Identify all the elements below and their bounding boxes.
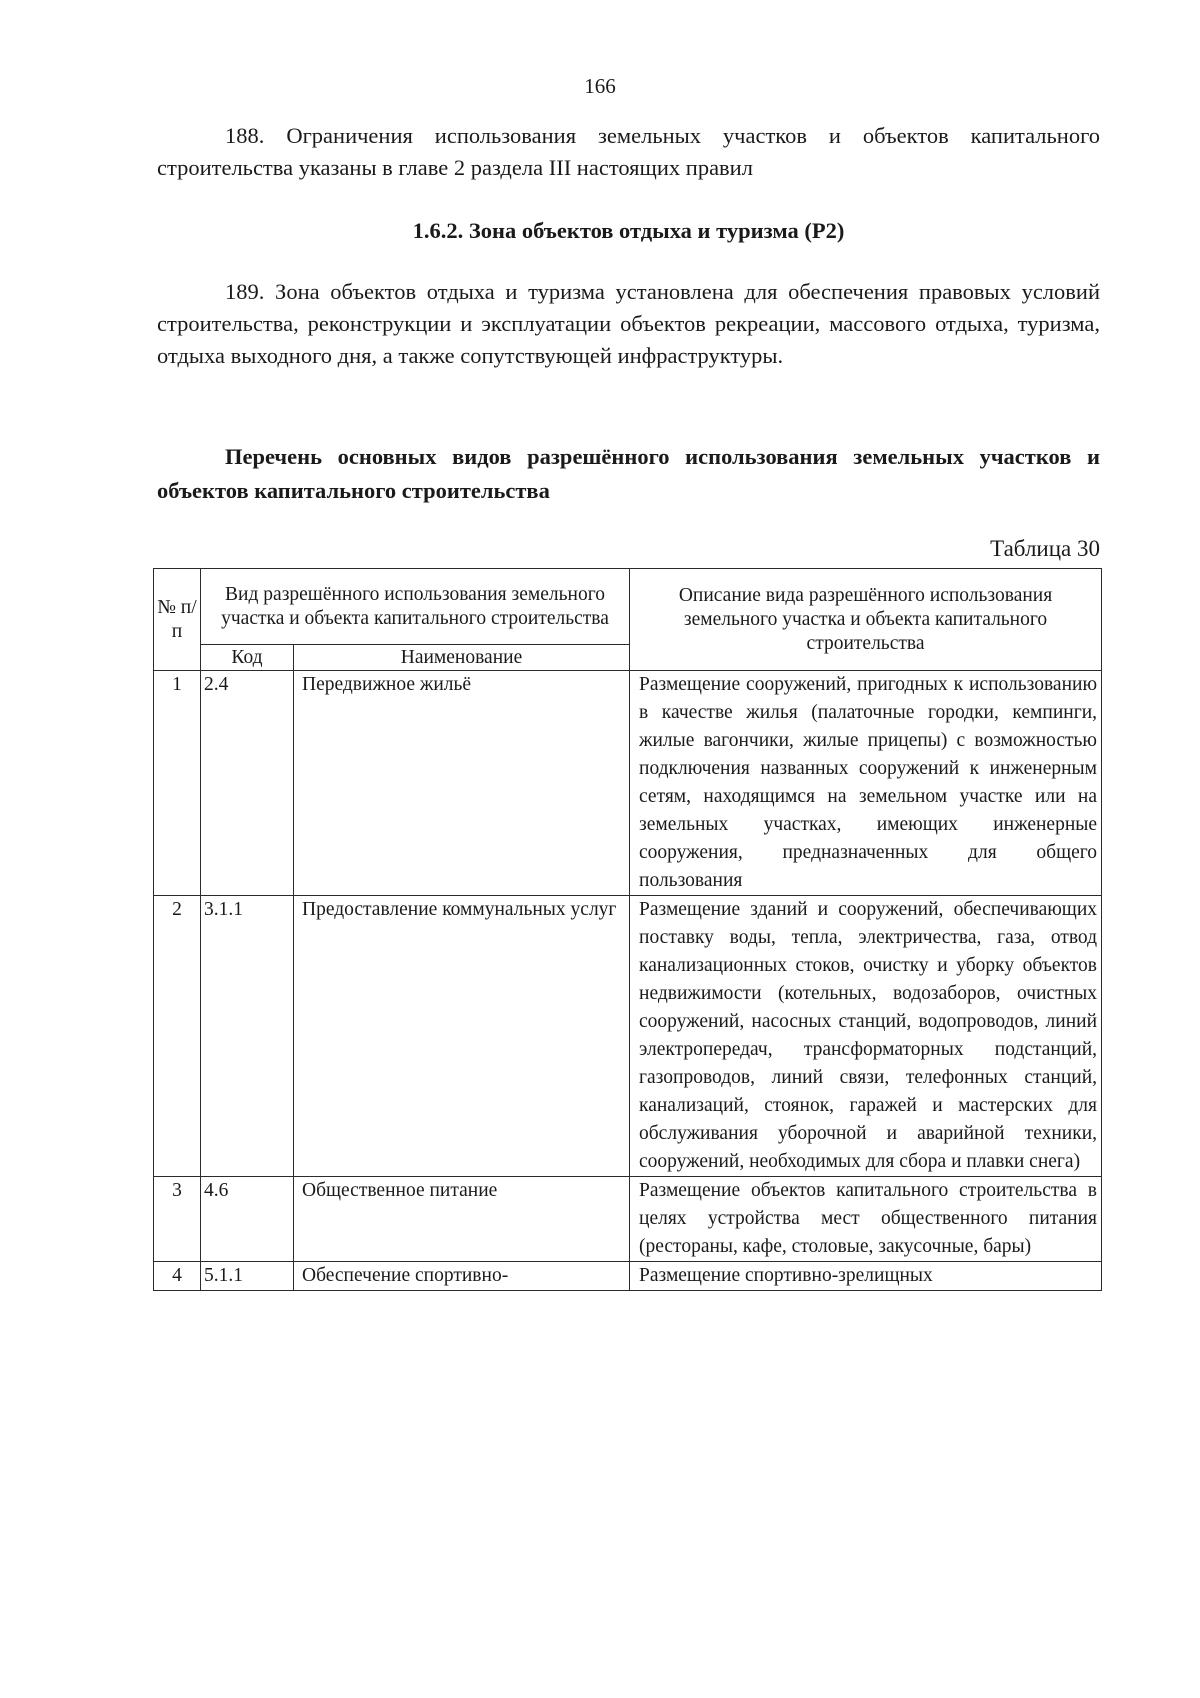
row-code: 2.4 <box>201 671 294 896</box>
page-number: 166 <box>584 74 616 98</box>
row-number: 4 <box>154 1262 201 1291</box>
row-code: 4.6 <box>201 1177 294 1262</box>
row-name: Общественное питание <box>294 1177 630 1262</box>
row-description: Размещение зданий и сооружений, обеспечивающих поставку воды, тепла, электричества, газа, отвод канализационных стоков, очистку и уборку объектов недвижимости (котельных, водозаборов, очистных сооружений, насосных станций, водопроводов, линий электропередач, трансформаторных подстанций, газопроводов, линий связи, телефонных станций, канализаций, стоянок, гаражей и мастерских для обслуживания уборочной и аварийной техники, сооружений, необходимых для сбора и плавки снега) <box>630 896 1102 1177</box>
zone-heading: 1.6.2. Зона объектов отдыха и туризма (Р2) <box>412 218 845 243</box>
list-heading: Перечень основных видов разрешённого использования земельных участков и объектов капитального строительства <box>157 444 1100 503</box>
table-row <box>154 896 1102 1177</box>
header-description: Описание вида разрешённого использования земельного участка и объекта капитального строительства <box>630 569 1102 671</box>
paragraph-189 <box>157 276 1100 372</box>
row-description: Размещение сооружений, пригодных к использованию в качестве жилья (палаточные городки, кемпинги, жилые вагончики, жилые прицепы) с возможностью подключения названных сооружений к инженерным сетям, находящимся на земельном участке или на земельных участках, имеющих инженерные сооружения, предназначенных для общего пользования <box>630 671 1102 896</box>
table-row <box>154 1262 1102 1291</box>
row-description: Размещение объектов капитального строительства в целях устройства мест общественного питания (рестораны, кафе, столовые, закусочные, бары) <box>630 1177 1102 1262</box>
row-number: 2 <box>154 896 201 1177</box>
header-use-type: Вид разрешённого использования земельного участка и объекта капитального строительства <box>201 569 630 645</box>
table-caption: Таблица 30 <box>990 536 1100 561</box>
header-name: Наименование <box>294 645 630 671</box>
row-name: Обеспечение спортивно- <box>294 1262 630 1291</box>
land-use-table <box>153 568 1102 1291</box>
row-name: Предоставление коммунальных услуг <box>294 896 630 1177</box>
header-code: Код <box>201 645 294 671</box>
row-number: 1 <box>154 671 201 896</box>
row-number: 3 <box>154 1177 201 1262</box>
row-code: 3.1.1 <box>201 896 294 1177</box>
row-name: Передвижное жильё <box>294 671 630 896</box>
header-number: № п/п <box>154 569 201 671</box>
paragraph-188 <box>157 120 1100 184</box>
row-code: 5.1.1 <box>201 1262 294 1291</box>
table-row <box>154 671 1102 896</box>
paragraph-189-text: 189. Зона объектов отдыха и туризма установлена для обеспечения правовых условий строительства, реконструкции и эксплуатации объектов рекреации, массового отдыха, туризма, отдыха выходного дня, а также сопутствующей инфраструктуры. <box>157 279 1100 368</box>
paragraph-188-text: 188. Ограничения использования земельных участков и объектов капитального строительства указаны в главе 2 раздела III настоящих правил <box>157 123 1100 180</box>
row-description: Размещение спортивно-зрелищных <box>630 1262 1102 1291</box>
table-row <box>154 1177 1102 1262</box>
